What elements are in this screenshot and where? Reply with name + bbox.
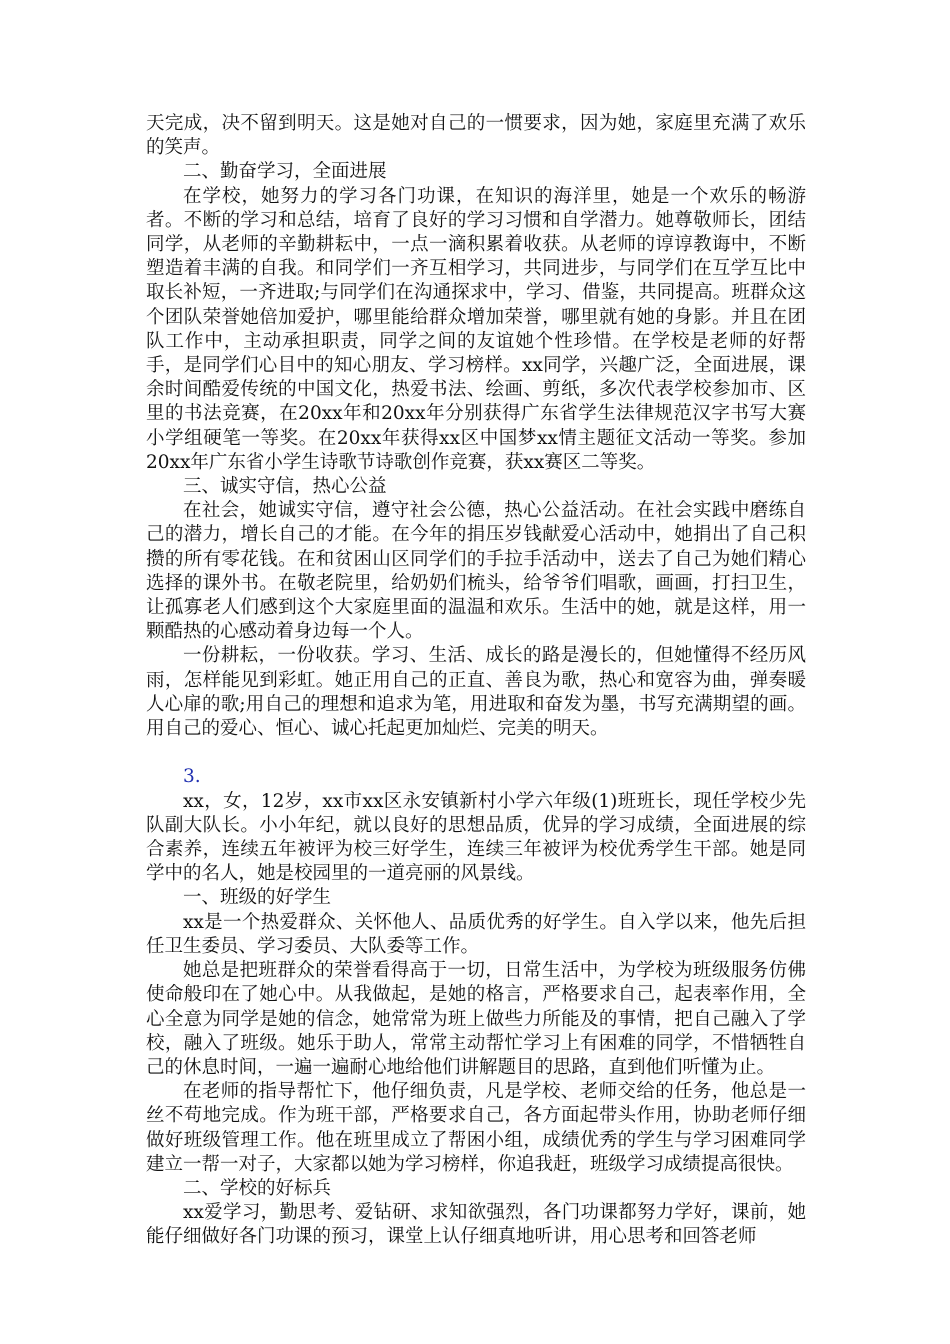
paragraph: 在学校，她努力的学习各门功课，在知识的海洋里，她是一个欢乐的畅游者。不断的学习和总结，培育了良好的学习习惯和自学潜力。她尊敬师长，团结同学，从老师的辛勤耕耘中，一点一滴积累着收获。从老师的谆谆教诲中，不断塑造着丰满的自我。和同学们一齐互相学习，共同进步，与同学们在互学互比中取长补短，一齐进取;与同学们在沟通探求中，学习、借鉴，共同提高。班群众这个团队荣誉她倍加爱护，哪里能给群众增加荣誉，哪里就有她的身影。并且在团队工作中，主动承担职责，同学之间的友谊她个性珍惜。在学校是老师的好帮手，是同学们心目中的知心朋友、学习榜样。xx同学，兴趣广泛，全面进展，课余时间酷爱传统的中国文化，热爱书法、绘画、剪纸，多次代表学校参加市、区里的书法竞赛，在20xx年和20xx年分别获得广东省学生法律规范汉字书写大赛小学组硬笔一等奖。在20xx年获得xx区中国梦xx情主题征文活动一等奖。参加20xx年广东省小学生诗歌节诗歌创作竞赛，获xx赛区二等奖。	[146, 185, 806, 473]
paragraph: 天完成，决不留到明天。这是她对自己的一惯要求，因为她，家庭里充满了欢乐的笑声。	[146, 113, 806, 159]
item-number: 3.	[183, 766, 201, 788]
paragraph: xx是一个热爱群众、关怀他人、品质优秀的好学生。自入学以来，他先后担任卫生委员、学习委员、大队委等工作。	[146, 911, 806, 957]
section-heading: 三、诚实守信，热心公益	[183, 476, 387, 498]
section-heading: 一、班级的好学生	[183, 887, 332, 909]
blank-line	[146, 741, 806, 765]
paragraph: 她总是把班群众的荣誉看得高于一切，日常生活中，为学校为班级服务仿佛使命般印在了她心中。从我做起，是她的格言，严格要求自己，起表率作用，全心全意为同学是她的信念，她常常为班上做些力所能及的事情，把自己融入了学校，融入了班级。她乐于助人，常常主动帮忙学习上有困难的同学，不惜牺牲自己的休息时间，一遍一遍耐心地给他们讲解题目的思路，直到他们听懂为止。	[146, 960, 806, 1078]
section-heading: 二、勤奋学习，全面进展	[183, 161, 387, 183]
paragraph: 一份耕耘，一份收获。学习、生活、成长的路是漫长的，但她懂得不经历风雨，怎样能见到彩虹。她正用自己的正直、善良为歌，热心和宽容为曲，弹奏暖人心扉的歌;用自己的理想和追求为笔，用进取和奋发为墨，书写充满期望的画。用自己的爱心、恒心、诚心托起更加灿烂、完美的明天。	[146, 645, 806, 740]
document-page	[146, 112, 806, 1250]
paragraph: 在老师的指导帮忙下，他仔细负责，凡是学校、老师交给的任务，他总是一丝不苟地完成。作为班干部，严格要求自己，各方面起带头作用，协助老师仔细做好班级管理工作。他在班里成立了帮困小组，成绩优秀的学生与学习困难同学建立一帮一对子，大家都以她为学习榜样，你追我赶，班级学习成绩提高很快。	[146, 1081, 806, 1175]
section-heading: 二、学校的好标兵	[183, 1177, 332, 1199]
paragraph: xx爱学习，勤思考、爱钻研、求知欲强烈，各门功课都努力学好，课前，她能仔细做好各门功课的预习，课堂上认仔细真地听讲，用心思考和回答老师	[146, 1202, 806, 1248]
paragraph: xx，女，12岁，xx市xx区永安镇新村小学六年级(1)班班长，现任学校少先队副大队长。小小年纪，就以良好的思想品质，优异的学习成绩，全面进展的综合素养，连续五年被评为校三好学生，连续三年被评为校优秀学生干部。她是同学中的名人，她是校园里的一道亮丽的风景线。	[146, 790, 806, 885]
paragraph: 在社会，她诚实守信，遵守社会公德，热心公益活动。在社会实践中磨练自己的潜力，增长自己的才能。在今年的捐压岁钱献爱心活动中，她捐出了自己积攒的所有零花钱。在和贫困山区同学们的手拉手活动中，送去了自己为她们精心选择的课外书。在敬老院里，给奶奶们梳头，给爷爷们唱歌，画画，打扫卫生，让孤寡老人们感到这个大家庭里面的温温和欢乐。生活中的她，就是这样，用一颗酷热的心感动着身边每一个人。	[146, 500, 806, 643]
